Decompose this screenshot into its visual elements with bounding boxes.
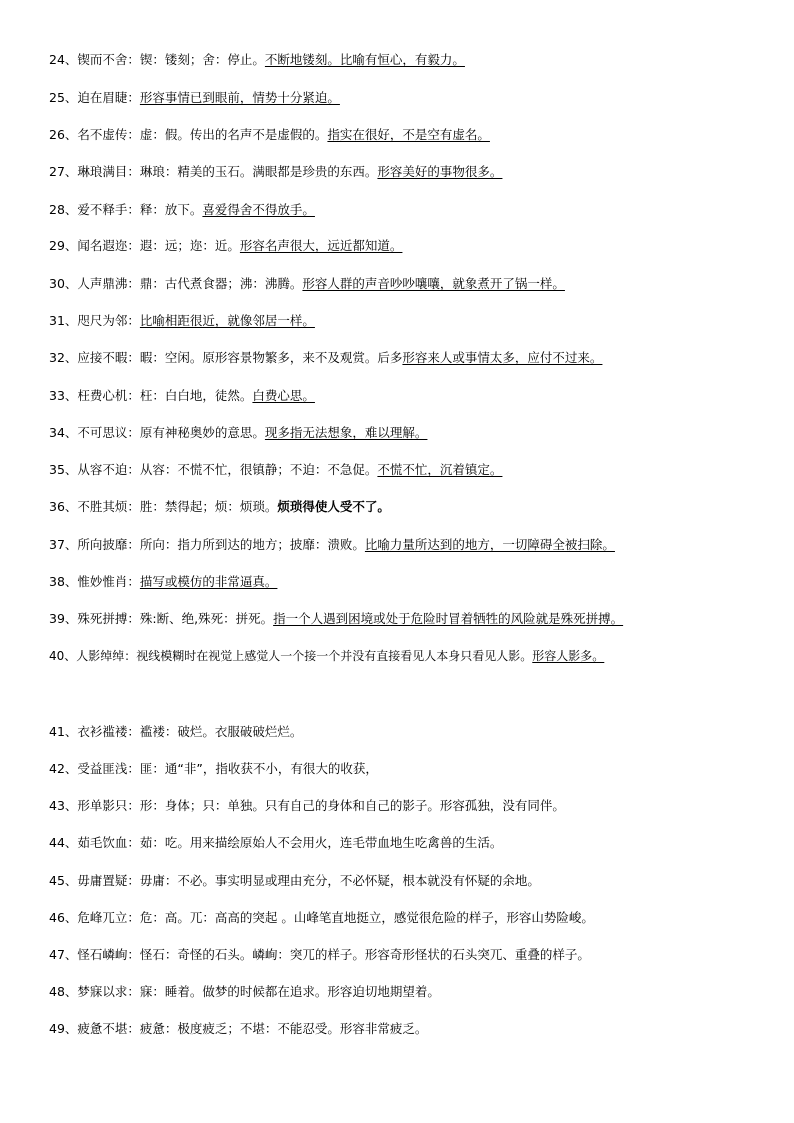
idiom-entry-40 [49, 648, 604, 664]
entry-text: 49、疲惫不堪：疲惫：极度疲乏；不堪：不能忍受。形容非常疲乏。 [49, 1021, 428, 1036]
idiom-entry-45 [49, 873, 540, 889]
idiom-entry-36 [49, 499, 390, 515]
idiom-entry-31 [49, 313, 315, 329]
idiom-entry-47 [49, 947, 590, 963]
idiom-entry-43 [49, 798, 565, 814]
idiom-entry-34 [49, 425, 427, 441]
idiom-entry-41 [49, 724, 302, 740]
entry-text: 27、琳琅满目：琳琅：精美的玉石。满眼都是珍贵的东西。 [49, 164, 378, 179]
entry-meaning-underlined: 白费心思。 [252, 388, 315, 403]
entry-text: 28、爱不释手：释：放下。 [49, 202, 203, 217]
entry-meaning-underlined: 描写或模仿的非常逼真。 [139, 574, 278, 589]
entry-meaning-underlined: 形容名声很大，远近都知道。 [239, 238, 403, 253]
idiom-entry-25 [49, 90, 340, 106]
entry-text: 47、怪石嶙峋：怪石：奇怪的石头。嶙峋：突兀的样子。形容奇形怪状的石头突兀、重叠的样子。 [49, 947, 590, 962]
entry-meaning-underlined: 形容来人或事情太多，应付不过来。 [402, 350, 603, 365]
entry-text: 38、惟妙惟肖： [49, 574, 140, 589]
idiom-entry-33 [49, 388, 315, 404]
entry-text: 32、应接不暇：暇：空闲。原形容景物繁多，来不及观赏。后多 [49, 350, 403, 365]
idiom-entry-46 [49, 910, 594, 926]
idiom-entry-29 [49, 238, 402, 254]
entry-meaning-bold: 烦琐得使人受不了。 [277, 499, 390, 514]
entry-meaning-underlined: 形容人影多。 [532, 649, 605, 663]
entry-text: 30、人声鼎沸：鼎：古代煮食器；沸：沸腾。 [49, 276, 303, 291]
idiom-entry-37 [49, 537, 615, 553]
entry-meaning-underlined: 比喻相距很近，就像邻居一样。 [139, 313, 315, 328]
entry-text: 31、咫尺为邻： [49, 313, 140, 328]
entry-meaning-underlined: 不慌不忙，沉着镇定。 [377, 462, 503, 477]
entry-text: 24、锲而不舍：锲：镂刻；舍：停止。 [49, 52, 265, 67]
entry-meaning-underlined: 比喻力量所达到的地方，一切障碍全被扫除。 [364, 537, 615, 552]
entry-text: 34、不可思议：原有神秘奥妙的意思。 [49, 425, 265, 440]
entry-text: 40、人影绰绰：视线模糊时在视觉上感觉人一个接一个并没有直接看见人本身只看见人影。 [49, 649, 533, 663]
entry-text: 36、不胜其烦：胜：禁得起；烦：烦琐。 [49, 499, 278, 514]
entry-meaning-underlined: 现多指无法想象，难以理解。 [264, 425, 428, 440]
entry-meaning-underlined: 形容美好的事物很多。 [377, 164, 503, 179]
idiom-entry-35 [49, 462, 502, 478]
idiom-entry-32 [49, 350, 602, 366]
idiom-entry-38 [49, 574, 277, 590]
entry-meaning-underlined: 形容事情已到眼前，情势十分紧迫。 [139, 90, 340, 105]
entry-text: 41、衣衫褴褛：褴褛：破烂。衣服破破烂烂。 [49, 724, 303, 739]
entry-meaning-underlined: 不断地镂刻。比喻有恒心，有毅力。 [264, 52, 465, 67]
entry-text: 48、梦寐以求：寐：睡着。做梦的时候都在追求。形容迫切地期望着。 [49, 984, 440, 999]
idiom-entry-44 [49, 835, 502, 851]
entry-text: 46、危峰兀立：危：高。兀：高高的突起 。山峰笔直地挺立，感觉很危险的样子，形容山势险峻。 [49, 910, 594, 925]
entry-meaning-underlined: 喜爱得舍不得放手。 [202, 202, 315, 217]
idiom-entry-49 [49, 1021, 427, 1037]
entry-text: 45、毋庸置疑：毋庸：不必。事实明显或理由充分，不必怀疑，根本就没有怀疑的余地。 [49, 873, 540, 888]
idiom-entry-24 [49, 52, 465, 68]
idiom-entry-28 [49, 202, 315, 218]
idiom-entry-30 [49, 276, 565, 292]
entry-text: 29、闻名遐迩：遐：远；迩：近。 [49, 238, 240, 253]
idiom-entry-39 [49, 611, 623, 627]
entry-text: 44、茹毛饮血：茹：吃。用来描绘原始人不会用火，连毛带血地生吃禽兽的生活。 [49, 835, 503, 850]
entry-meaning-underlined: 指一个人遇到困境或处于危险时冒着牺牲的风险就是殊死拼搏。 [273, 611, 624, 626]
idiom-entry-26 [49, 127, 490, 143]
entry-meaning-underlined: 形容人群的声音吵吵嚷嚷，就象煮开了锅一样。 [302, 276, 565, 291]
entry-text: 26、名不虚传：虚：假。传出的名声不是虚假的。 [49, 127, 328, 142]
entry-meaning-underlined: 指实在很好，不是空有虚名。 [327, 127, 490, 142]
entry-text: 37、所向披靡：所向：指力所到达的地方；披靡：溃败。 [49, 537, 365, 552]
idiom-entry-42 [49, 761, 378, 777]
entry-text: 43、形单影只：形：身体；只：单独。只有自己的身体和自己的影子。形容孤独，没有同伴。 [49, 798, 565, 813]
entry-text: 35、从容不迫：从容：不慌不忙，很镇静；不迫：不急促。 [49, 462, 378, 477]
entry-text: 39、殊死拼搏：殊:断、绝,殊死：拼死。 [49, 611, 274, 626]
idiom-entry-48 [49, 984, 440, 1000]
idiom-entry-27 [49, 164, 502, 180]
entry-text: 42、受益匪浅：匪：通“非”，指收获不小，有很大的收获， [49, 761, 378, 776]
entry-text: 33、枉费心机：枉：白白地，徒然。 [49, 388, 253, 403]
entry-text: 25、迫在眉睫： [49, 90, 140, 105]
